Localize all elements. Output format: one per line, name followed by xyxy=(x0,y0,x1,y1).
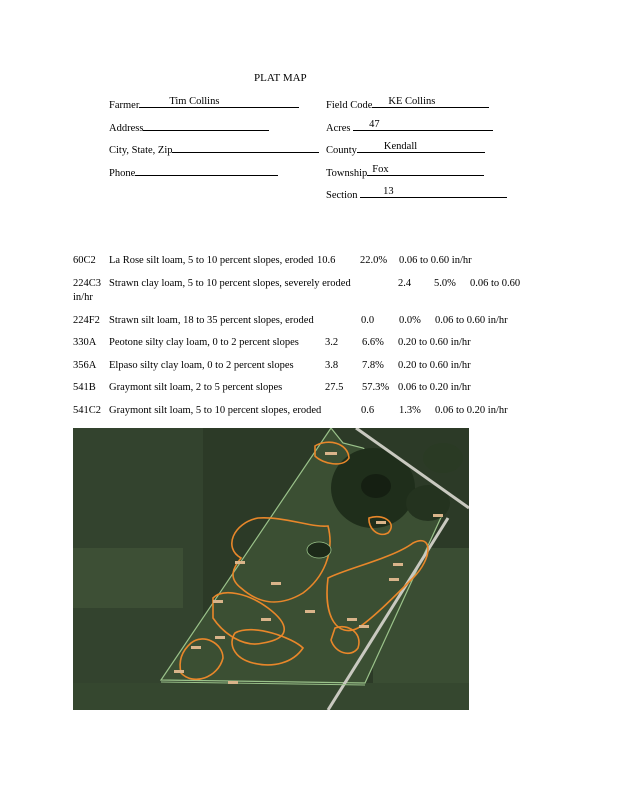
soil-pct: 0.0% xyxy=(399,315,421,326)
soil-pct: 57.3% xyxy=(362,382,390,393)
township-label: Township xyxy=(326,168,368,179)
address-label: Address xyxy=(109,123,144,134)
soil-pct: 22.0% xyxy=(360,255,388,266)
city-state-zip-value xyxy=(172,141,319,153)
soil-perm: 0.06 to 0.20 in/hr xyxy=(398,382,471,393)
county-label: County xyxy=(326,145,357,156)
township-value: Fox xyxy=(372,164,389,175)
soil-code: 356A xyxy=(73,360,97,371)
farmer-field xyxy=(109,96,299,111)
pond xyxy=(361,474,391,498)
soil-code: 60C2 xyxy=(73,255,96,266)
soil-perm: 0.06 to 0.60 in/hr xyxy=(399,255,472,266)
field-code-value: KE Collins xyxy=(388,96,436,107)
section-field xyxy=(326,186,507,201)
soil-acres: 10.6 xyxy=(317,255,336,266)
township-field xyxy=(326,164,484,179)
section-value: 13 xyxy=(383,186,394,197)
soil-perm: 0.06 to 0.20 in/hr xyxy=(435,405,508,416)
wet-spot xyxy=(307,542,331,558)
soil-code: 330A xyxy=(73,337,97,348)
soil-perm: 0.20 to 0.60 in/hr xyxy=(398,337,471,348)
address-value xyxy=(143,119,269,131)
field-code-label: Field Code xyxy=(326,100,373,111)
soil-pct: 1.3% xyxy=(399,405,421,416)
acres-label: Acres xyxy=(326,123,351,134)
soil-desc: Graymont silt loam, 2 to 5 percent slopes xyxy=(109,382,283,393)
soil-desc: Strawn clay loam, 5 to 10 percent slopes, severely eroded xyxy=(109,278,351,289)
farmer-label: Farmer xyxy=(109,100,140,111)
phone-label: Phone xyxy=(109,168,136,179)
soil-pct: 5.0% xyxy=(434,278,456,289)
phone-value xyxy=(135,164,278,176)
address-field xyxy=(109,119,269,134)
county-field xyxy=(326,141,485,156)
soil-acres: 27.5 xyxy=(325,382,344,393)
county-value: Kendall xyxy=(383,141,418,152)
soil-desc: Strawn silt loam, 18 to 35 percent slopes, eroded xyxy=(109,315,314,326)
city-state-zip-field xyxy=(109,141,319,156)
soil-perm: 0.06 to 0.60 xyxy=(470,278,521,289)
soil-code: 224C3 xyxy=(73,278,102,289)
city-state-zip-label: City, State, Zip xyxy=(109,145,173,156)
section-label: Section xyxy=(326,190,358,201)
soil-perm: 0.06 to 0.60 in/hr xyxy=(435,315,508,326)
page-title: PLAT MAP xyxy=(254,72,307,84)
acres-field xyxy=(326,119,493,134)
phone-field xyxy=(109,164,278,179)
soil-desc: Peotone silty clay loam, 0 to 2 percent slopes xyxy=(109,337,299,348)
soil-pct: 6.6% xyxy=(362,337,384,348)
soil-pct: 7.8% xyxy=(362,360,384,371)
soil-desc: Elpaso silty clay loam, 0 to 2 percent slopes xyxy=(109,360,294,371)
soil-perm-wrap: in/hr xyxy=(73,292,93,303)
soil-acres: 3.2 xyxy=(325,337,339,348)
soil-code: 541B xyxy=(73,382,96,393)
soil-acres: 0.0 xyxy=(361,315,375,326)
soil-acres: 0.6 xyxy=(361,405,375,416)
field-code-field xyxy=(326,96,489,111)
soil-code: 541C2 xyxy=(73,405,102,416)
soil-acres: 3.8 xyxy=(325,360,339,371)
soil-perm: 0.20 to 0.60 in/hr xyxy=(398,360,471,371)
acres-value: 47 xyxy=(369,119,380,130)
soil-acres: 2.4 xyxy=(398,278,412,289)
farmer-value: Tim Collins xyxy=(169,96,220,107)
soil-desc: Graymont silt loam, 5 to 10 percent slopes, eroded xyxy=(109,405,322,416)
aerial-soil-map xyxy=(73,428,469,710)
soil-desc: La Rose silt loam, 5 to 10 percent slopes, eroded xyxy=(109,255,314,266)
aerial-map-image xyxy=(73,428,469,710)
soil-code: 224F2 xyxy=(73,315,100,326)
